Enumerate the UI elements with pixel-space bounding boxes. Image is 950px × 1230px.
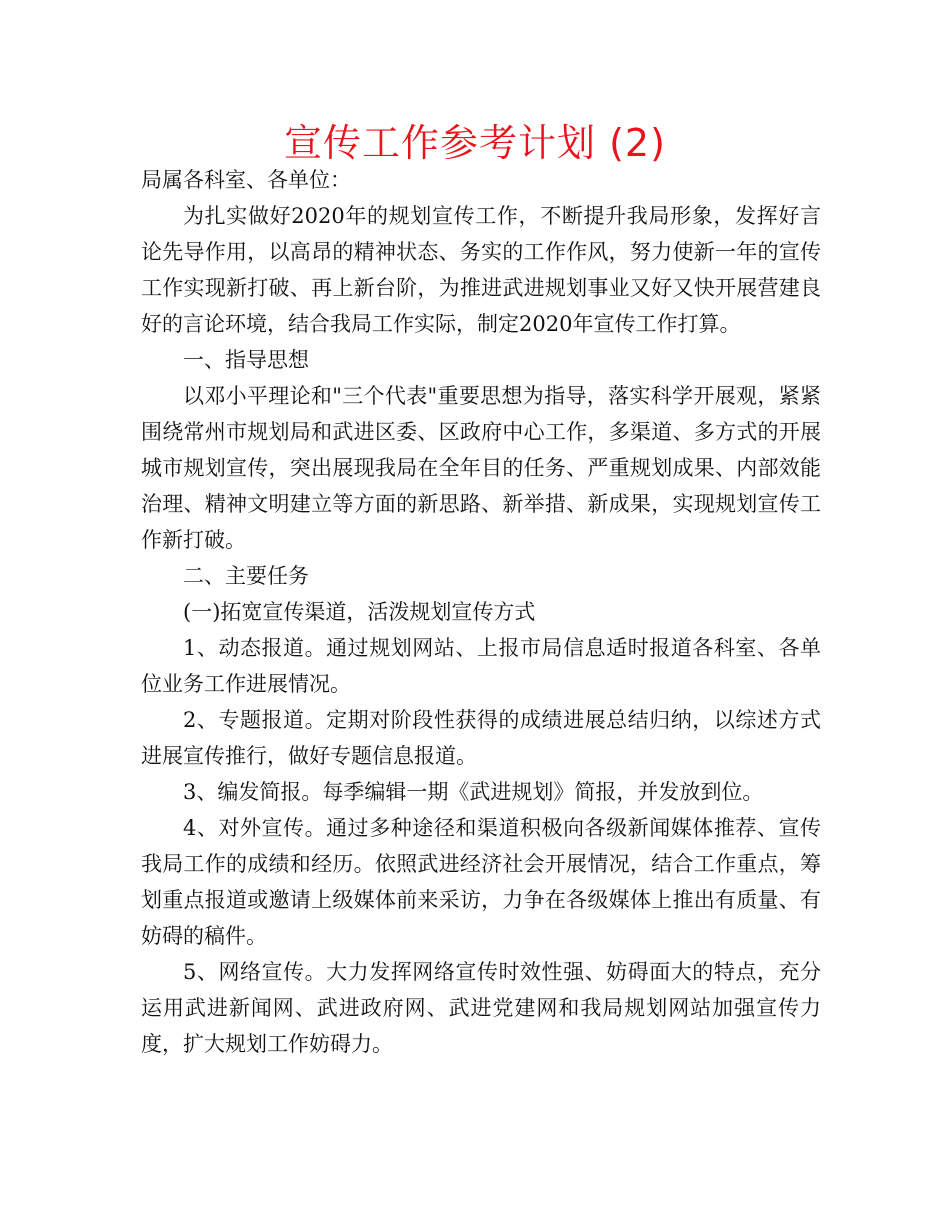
salutation: 局属各科室、各单位： bbox=[141, 168, 351, 192]
paragraph-intro: 为扎实做好2020年的规划宣传工作，不断提升我局形象，发挥好言论先导作用，以高昂的精神状态、务实的工作作风，努力使新一年的宣传工作实现新打破、再上新台阶，为推进武进规划事业又好又快开展营建良好的言论环境，结合我局工作实际，制定2020年宣传工作打算。 bbox=[141, 204, 821, 336]
heading-guiding-ideology: 一、指导思想 bbox=[183, 348, 309, 372]
document-body bbox=[141, 162, 821, 1062]
heading-main-tasks: 二、主要任务 bbox=[183, 564, 309, 588]
paragraph-item-1: 1、动态报道。通过规划网站、上报市局信息适时报道各科室、各单位业务工作进展情况。 bbox=[141, 636, 821, 696]
document-title: 宣传工作参考计划 (2) bbox=[284, 121, 666, 165]
subheading-channels: (一)拓宽宣传渠道，活泼规划宣传方式 bbox=[183, 600, 536, 624]
paragraph-item-4: 4、对外宣传。通过多种途径和渠道积极向各级新闻媒体推荐、宣传我局工作的成绩和经历。依照武进经济社会开展情况，结合工作重点，筹划重点报道或邀请上级媒体前来采访，力争在各级媒体上推出有质量、有妨碍的稿件。 bbox=[141, 816, 821, 948]
paragraph-item-5: 5、网络宣传。大力发挥网络宣传时效性强、妨碍面大的特点，充分运用武进新闻网、武进政府网、武进党建网和我局规划网站加强宣传力度，扩大规划工作妨碍力。 bbox=[141, 960, 821, 1056]
paragraph-item-2: 2、专题报道。定期对阶段性获得的成绩进展总结归纳，以综述方式进展宣传推行，做好专题信息报道。 bbox=[141, 708, 821, 768]
paragraph-item-3: 3、编发简报。每季编辑一期《武进规划》简报，并发放到位。 bbox=[183, 780, 764, 804]
paragraph-guiding-ideology: 以邓小平理论和"三个代表"重要思想为指导，落实科学开展观，紧紧围绕常州市规划局和武进区委、区政府中心工作，多渠道、多方式的开展城市规划宣传，突出展现我局在全年目的任务、严重规划成果、内部效能治理、精神文明建立等方面的新思路、新举措、新成果，实现规划宣传工作新打破。 bbox=[141, 384, 821, 552]
